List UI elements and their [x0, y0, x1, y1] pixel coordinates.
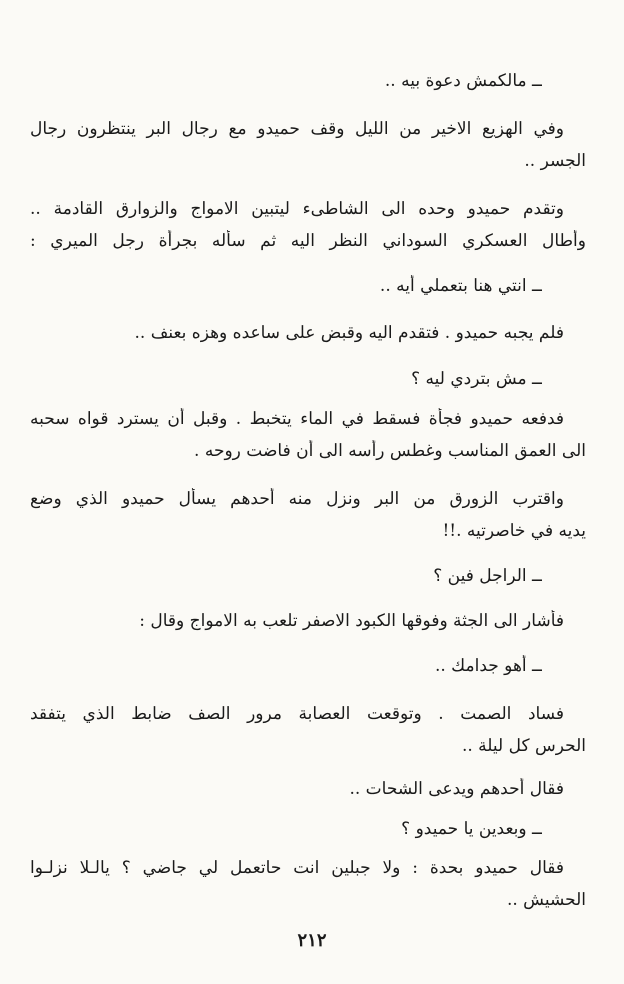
page-number: ٢١٢ — [297, 930, 327, 951]
dialogue-line: ــ مش بتردي ليه ؟ — [411, 369, 542, 389]
dialogue-line: ــ الراجل فين ؟ — [433, 566, 542, 586]
paragraph-line: وفي الهزيع الاخير من الليل وقف حميدو مع رجال البر ينتظرون رجال — [30, 119, 564, 139]
paragraph-line: وتقدم حميدو وحده الى الشاطىء ليتبين الامواج والزوارق القادمة .. — [30, 199, 564, 219]
paragraph-line: فقال أحدهم ويدعى الشحات .. — [349, 779, 564, 799]
paragraph-line: فلم يجبه حميدو . فتقدم اليه وقبض على ساعده وهزه بعنف .. — [134, 323, 564, 343]
dialogue-line: ــ انتي هنا بتعملي أيه .. — [379, 276, 542, 296]
paragraph-line: واقترب الزورق من البر ونزل منه أحدهم يسأل حميدو الذي وضع — [30, 489, 564, 509]
dialogue-line: ــ أهو جدامك .. — [434, 656, 542, 676]
paragraph-line: فقال حميدو بحدة : ولا جبلين انت حاتعمل لي جاضي ؟ يالـلا نزلـوا — [30, 858, 564, 878]
paragraph-line: الى العمق المناسب وغطس رأسه الى أن فاضت روحه . — [194, 441, 586, 461]
paragraph-line: الحرس كل ليلة .. — [461, 736, 586, 756]
paragraph-line: فأشار الى الجثة وفوقها الكبود الاصفر تلعب به الامواج وقال : — [139, 611, 564, 631]
paragraph-line: فدفعه حميدو فجأة فسقط في الماء يتخبط . وقبل أن يسترد قواه سحبه — [30, 409, 564, 429]
paragraph-line: يديه في خاصرتيه .!! — [442, 521, 586, 541]
paragraph-line: الجسر .. — [524, 151, 586, 171]
dialogue-line: ــ وبعدين يا حميدو ؟ — [401, 819, 542, 839]
paragraph-line: الحشيش .. — [506, 890, 586, 910]
dialogue-line: ــ مالكمش دعوة بيه .. — [384, 71, 542, 91]
paragraph-line: وأطال العسكري السوداني النظر اليه ثم سأله بجرأة رجل الميري : — [30, 231, 586, 251]
paragraph-line: فساد الصمت . وتوقعت العصابة مرور الصف ضابط الذي يتفقد — [30, 704, 564, 724]
